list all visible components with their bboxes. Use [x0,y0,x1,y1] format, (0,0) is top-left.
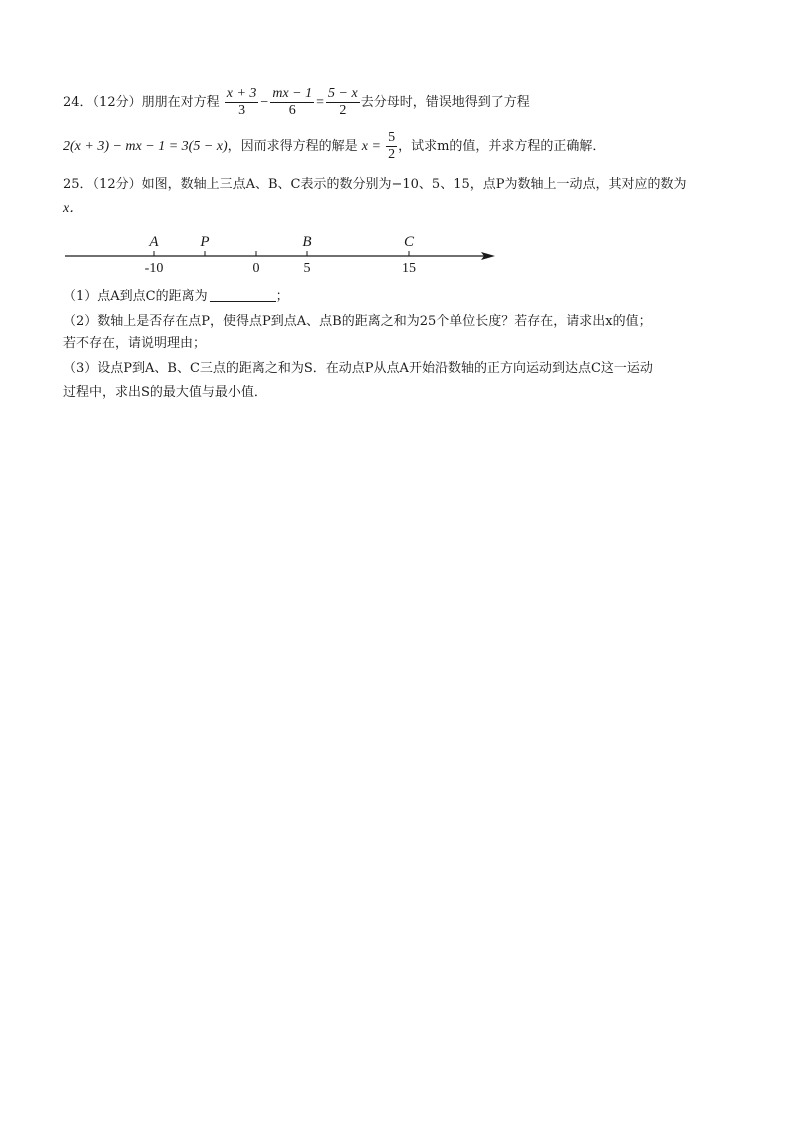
q25-line-2 [63,198,83,220]
tick-label-0: -10 [144,261,164,276]
q24-fraction-1 [225,86,259,119]
q25-sub2a: （2）数轴上是否存在点P，使得点P到点A、点B的距离之和为25个单位长度？若存在，请求出x的值； [63,314,652,329]
q25-sub2-line-2 [63,333,206,355]
tick-label-3: 5 [303,261,311,276]
q25-text-1: 如图，数轴上三点A、B、C表示的数分别为−10、5、15，点P为数轴上一动点，其对应的数为 [141,177,687,192]
tick-label-4: 15 [402,261,416,276]
q25-sub3-line-2 [63,382,267,404]
q24-mid: ，因而求得方程的解是 [227,139,358,154]
q25-text-2: x． [63,201,84,216]
q24-number: 24． [63,95,93,110]
q24-solution-numerator: 5 [388,130,396,145]
point-label-A: A [149,234,159,250]
q24-score: （12分） [92,95,142,110]
q24-frac2-denominator: 6 [288,103,296,118]
q25-number: 25． [63,177,93,192]
point-label-B: B [302,234,312,250]
q25-sub2-line-1 [63,311,652,333]
q24-minus: − [260,95,269,110]
q24-fraction-2 [270,86,314,119]
answer-blank[interactable] [210,287,276,302]
q24-line-1 [63,86,530,119]
q25-sub3a: （3）设点P到A、B、C三点的距离之和为S．在动点P从点A开始沿数轴的正方向运动到达点C这一运动 [63,361,653,376]
q24-frac3-denominator: 2 [339,103,347,118]
q25-score: （12分） [92,177,142,192]
q24-ending: ，试求m的值，并求方程的正确解． [398,139,606,154]
q24-wrong-equation: 2(x + 3) − mx − 1 = 3(5 − x) [63,139,228,154]
q24-fraction-3 [326,86,360,119]
q25-sub3-line-1 [63,358,653,380]
number-line-figure [63,225,503,281]
q24-solution-fraction [386,130,397,163]
q25-sub1-end: ； [275,289,289,304]
q25-sub3b: 过程中，求出S的最大值与最小值． [63,385,267,400]
q24-after: 去分母时，错误地得到了方程 [360,95,530,110]
q25-sub2b: 若不存在，请说明理由； [63,336,207,351]
q24-solution-lhs: x = [361,139,381,154]
q24-equals: = [316,95,325,110]
point-label-P: P [200,234,210,250]
number-line-marks [145,234,416,276]
q24-frac1-denominator: 3 [238,103,246,118]
point-label-C: C [403,234,415,250]
q24-line-2 [63,130,605,163]
q25-line-1 [63,174,686,196]
tick-label-2: 0 [252,261,260,276]
q24-frac3-numerator: 5 − x [328,86,358,101]
q25-sub1 [63,286,289,308]
q24-frac2-numerator: mx − 1 [272,86,313,101]
q25-sub1-text: （1）点A到点C的距离为 [63,289,208,304]
q24-intro: 朋朋在对方程 [141,95,220,110]
q24-solution-denominator: 2 [388,147,396,162]
q24-frac1-numerator: x + 3 [226,86,257,101]
